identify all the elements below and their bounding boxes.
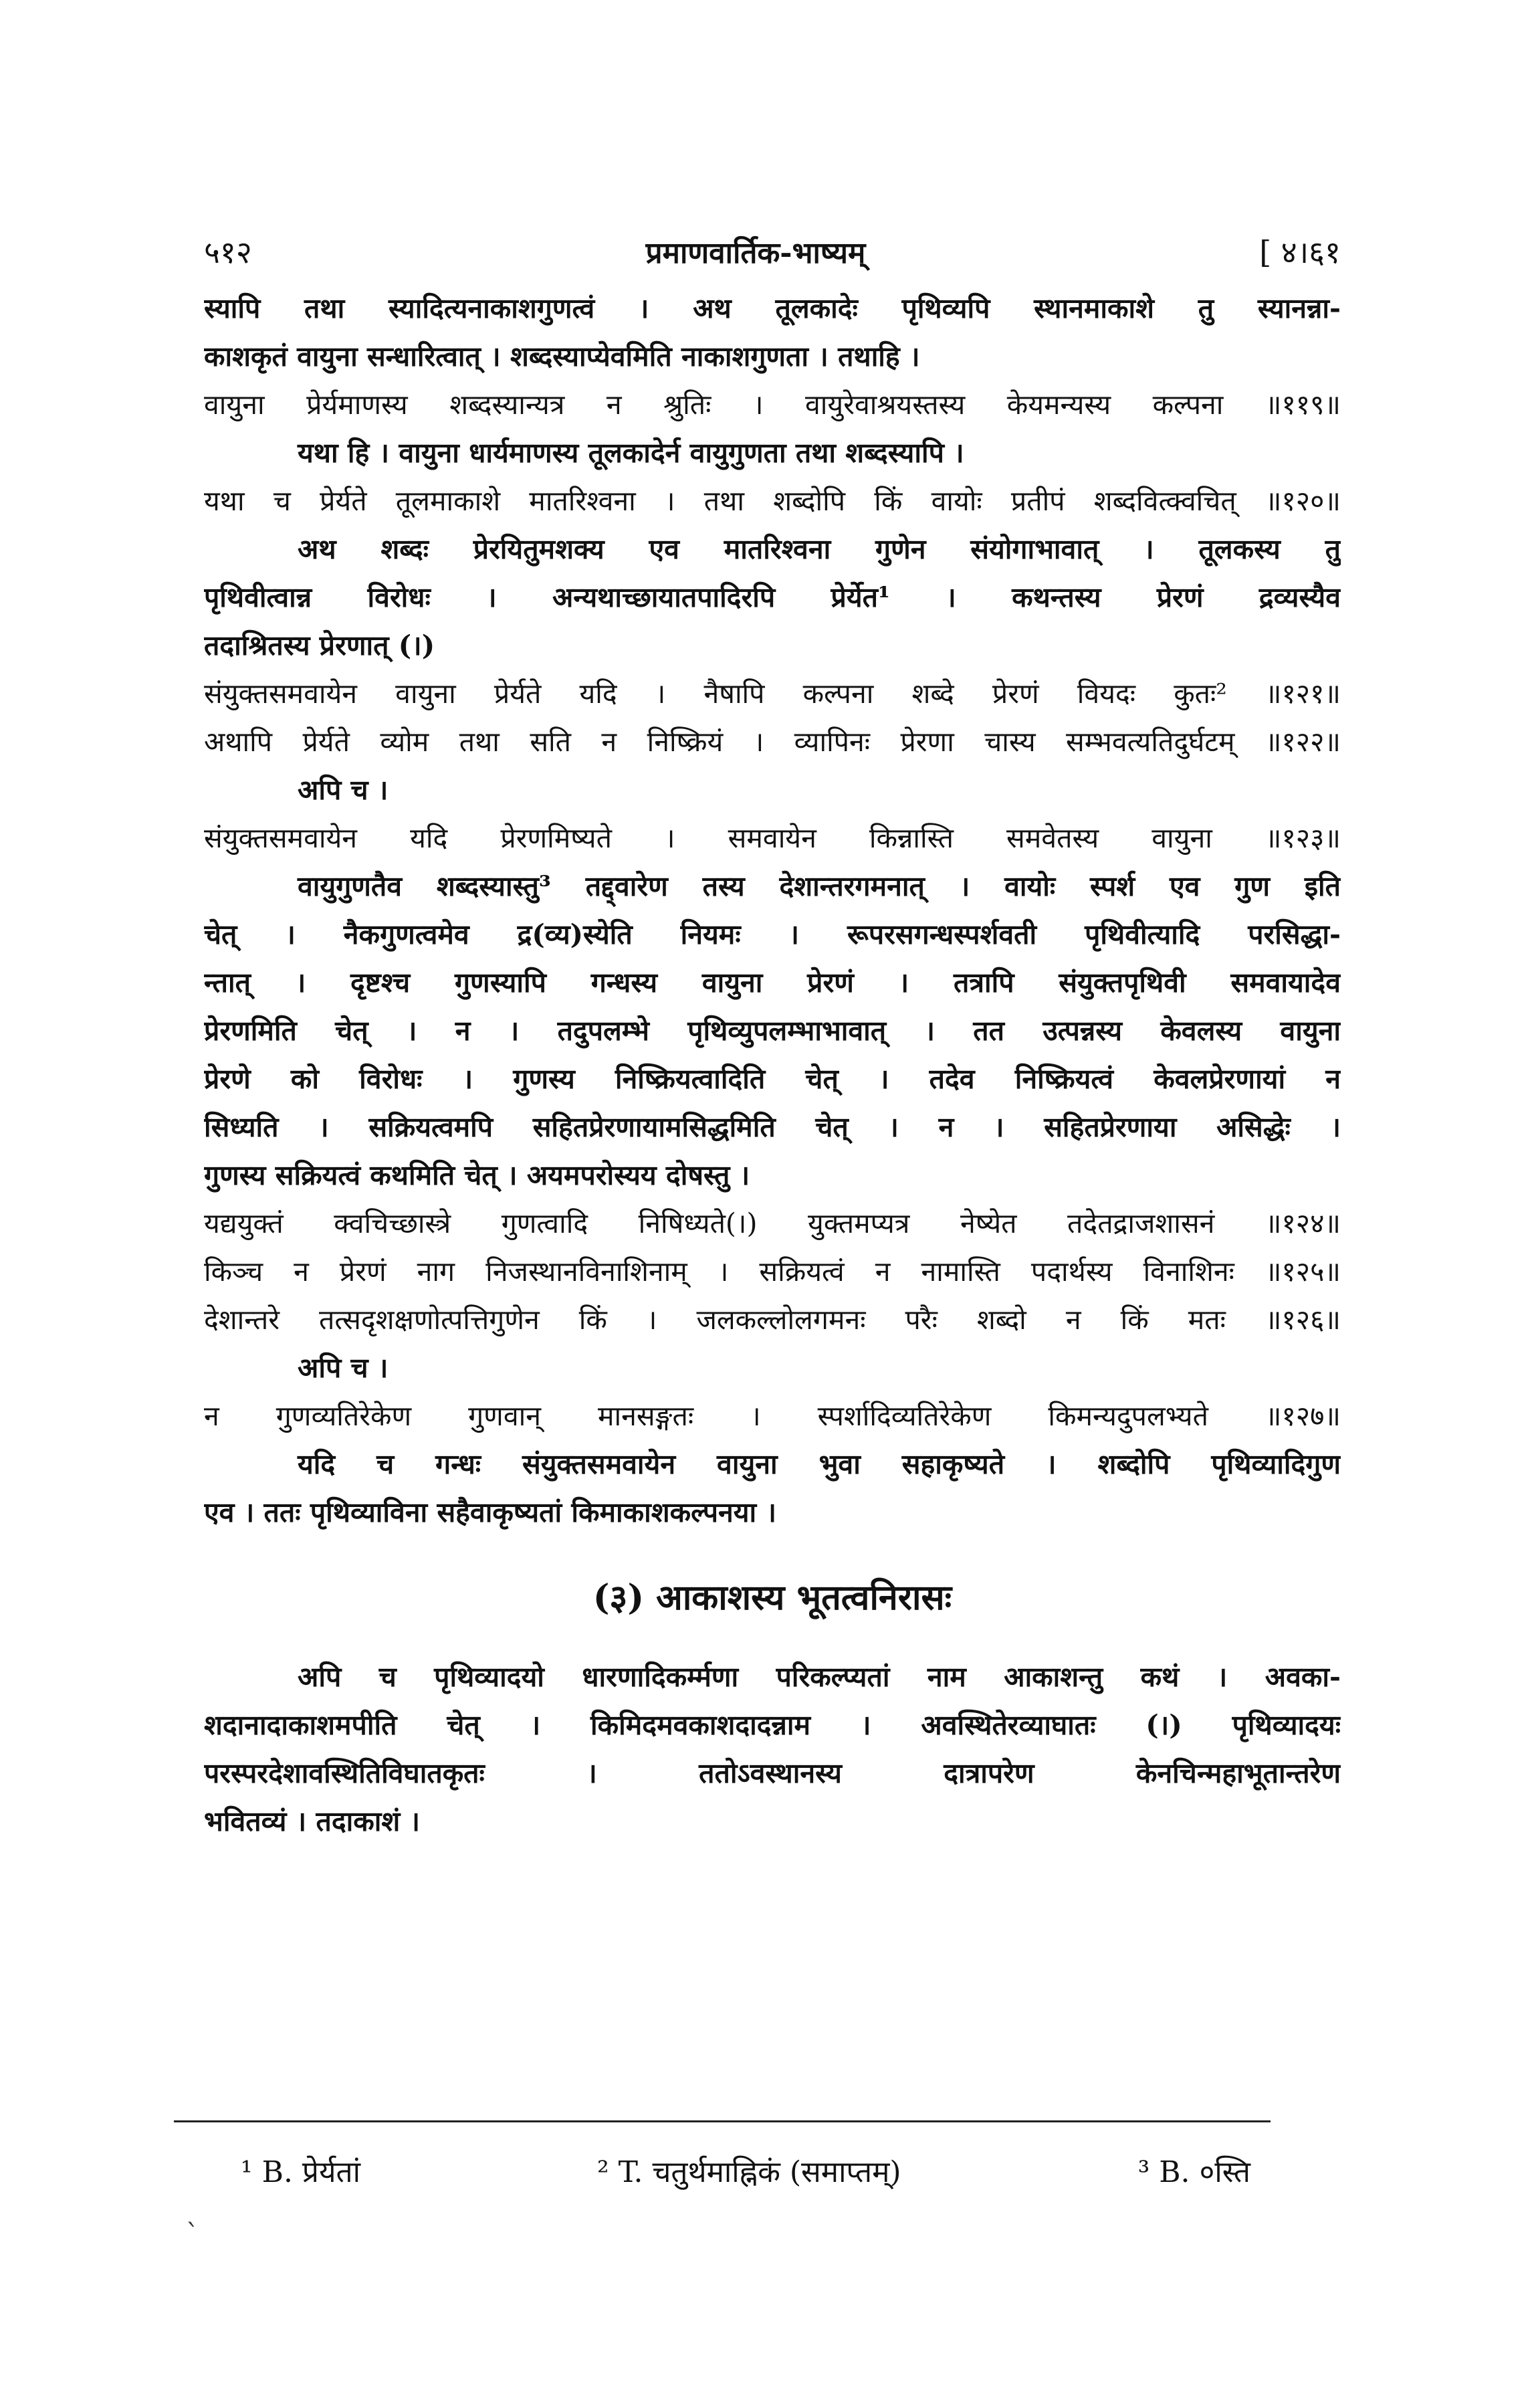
text-line: न्तात् । दृष्टश्च गुणस्यापि गन्धस्य वायुना प्रेरणं । तत्रापि संयुक्तपृथिवी समवायादेव xyxy=(204,967,1341,999)
text-line: यथा च प्रेर्यते तूलमाकाशे मातरिश्वना । तथा शब्दोपि किं वायोः प्रतीपं शब्दवित्क्वचित् ॥१२०॥ xyxy=(204,485,1341,517)
text-line: अपि च । xyxy=(298,1352,389,1384)
running-title: प्रमाणवार्तिक-भाष्यम् xyxy=(645,236,866,270)
text-line: संयुक्तसमवायेन वायुना प्रेर्यते यदि । नैषापि कल्पना शब्दे प्रेरणं वियदः कुतः² ॥१२१॥ xyxy=(204,678,1341,710)
text-line: चेत् । नैकगुणत्वमेव द्र(व्य)स्येति नियमः । रूपरसगन्धस्पर्शवती पृथिवीत्यादि परसिद्धा- xyxy=(204,918,1341,950)
section-heading: (३) आकाशस्य भूतत्वनिरासः xyxy=(592,1577,952,1618)
footnote-1: ¹ B. प्रेर्यतां xyxy=(241,2155,360,2189)
page-number: ५१२ xyxy=(204,234,252,270)
text-line: अपि च । xyxy=(298,774,389,806)
main-text xyxy=(204,284,1341,1536)
section-text-line: परस्परदेशावस्थितिविघातकृतः । ततोऽवस्थानस्य दात्रापरेण केनचिन्महाभूतान्तरेण xyxy=(204,1757,1341,1789)
text-line: देशान्तरे तत्सदृशक्षणोत्पत्तिगुणेन किं । जलकल्लोलगमनः परैः शब्दो न किं मतः ॥१२६॥ xyxy=(204,1304,1341,1336)
text-line: यदि च गन्धः संयुक्तसमवायेन वायुना भुवा सहाकृष्यते । शब्दोपि पृथिव्यादिगुण xyxy=(298,1448,1341,1480)
text-line: अथापि प्रेर्यते व्योम तथा सति न निष्क्रियं । व्यापिनः प्रेरणा चास्य सम्भवत्यतिदुर्घटम् ॥१२२॥ xyxy=(204,726,1341,758)
text-line: संयुक्तसमवायेन यदि प्रेरणमिष्यते । समवायेन किन्नास्ति समवेतस्य वायुना ॥१२३॥ xyxy=(204,822,1341,854)
text-line: गुणस्य सक्रियत्वं कथमिति चेत् । अयमपरोस्यय दोषस्तु । xyxy=(204,1159,750,1191)
footnote-divider xyxy=(174,2120,1271,2122)
section-text-line: अपि च पृथिव्यादयो धारणादिकर्म्मणा परिकल्प्यतां नाम आकाशन्तु कथं । अवका- xyxy=(298,1661,1341,1693)
section-text-line: शदानादाकाशमपीति चेत् । किमिदमवकाशदादन्नाम । अवस्थितेरव्याघातः (।) पृथिव्यादयः xyxy=(204,1709,1341,1741)
stray-mark: ` xyxy=(186,2219,199,2250)
section-text-line: भवितव्यं । तदाकाशं । xyxy=(204,1805,421,1837)
text-line: सिध्यति । सक्रियत्वमपि सहितप्रेरणायामसिद्धमिति चेत् । न । सहितप्रेरणाया असिद्धेः । xyxy=(204,1111,1341,1143)
text-line: यथा हि । वायुना धार्यमाणस्य तूलकादेर्न वायुगुणता तथा शब्दस्यापि । xyxy=(298,437,964,469)
text-line: यद्ययुक्तं क्वचिच्छास्त्रे गुणत्वादि निषिध्यते(।) युक्तमप्यत्र नेष्येत तदेतद्राजशासनं ॥१२४॥ xyxy=(204,1207,1341,1239)
text-line: एव । ततः पृथिव्याविना सहैवाकृष्यतां किमाकाशकल्पनया । xyxy=(204,1496,776,1528)
text-line: किञ्च न प्रेरणं नाग निजस्थानविनाशिनाम् । सक्रियत्वं न नामास्ति पदार्थस्य विनाशिनः ॥१२५॥ xyxy=(204,1256,1341,1288)
text-line: वायुना प्रेर्यमाणस्य शब्दस्यान्यत्र न श्रुतिः । वायुरेवाश्रयस्तस्य केयमन्यस्य कल्पना ॥११९॥ xyxy=(204,389,1341,421)
text-line: प्रेरणमिति चेत् । न । तदुपलम्भे पृथिव्युपलम्भाभावात् । तत उत्पन्नस्य केवलस्य वायुना xyxy=(204,1015,1341,1047)
footnotes xyxy=(241,2150,1250,2191)
page-header xyxy=(204,231,1341,284)
footnote-2: ² T. चतुर्थमाह्निकं (समाप्तम्) xyxy=(596,2155,901,2189)
text-line: पृथिवीत्वान्न विरोधः । अन्यथाच्छायातपादिरपि प्रेर्येत¹ । कथन्तस्य प्रेरणं द्रव्यस्यैव xyxy=(204,581,1341,613)
text-line: स्यापि तथा स्यादित्यनाकाशगुणत्वं । अथ तूलकादेः पृथिव्यपि स्थानमाकाशे तु स्यानन्ना- xyxy=(204,292,1341,324)
text-line: प्रेरणे को विरोधः । गुणस्य निष्क्रियत्वादिति चेत् । तदेव निष्क्रियत्वं केवलप्रेरणायां न xyxy=(204,1063,1341,1095)
document-page xyxy=(204,231,1341,1845)
text-line: तदाश्रितस्य प्रेरणात् (।) xyxy=(204,629,435,662)
text-line: वायुगुणतैव शब्दस्यास्तु³ तद्द्वारेण तस्य देशान्तरगमनात् । वायोः स्पर्श एव गुण इति xyxy=(298,870,1341,902)
footnote-3: ³ B. ०स्ति xyxy=(1137,2155,1250,2189)
text-line: काशकृतं वायुना सन्धारित्वात् । शब्दस्याप्येवमिति नाकाशगुणता । तथाहि । xyxy=(204,340,920,373)
section-reference: [ ४।६१ xyxy=(1259,234,1341,270)
text-line: अथ शब्दः प्रेरयितुमशक्य एव मातरिश्वना गुणेन संयोगाभावात् । तूलकस्य तु xyxy=(298,533,1341,565)
section-text xyxy=(204,1653,1341,1845)
text-line: न गुणव्यतिरेकेण गुणवान् मानसङ्गतः । स्पर्शादिव्यतिरेकेण किमन्यदुपलभ्यते ॥१२७॥ xyxy=(204,1400,1341,1432)
